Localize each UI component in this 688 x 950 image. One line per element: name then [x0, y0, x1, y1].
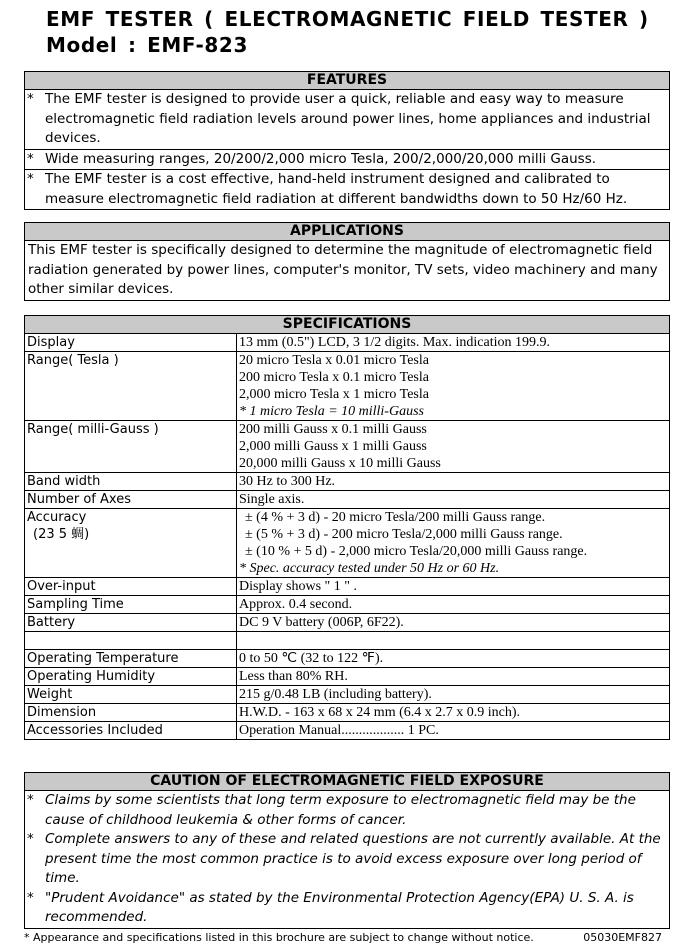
bullet-line: Wide measuring ranges, 20/200/2,000 micro Tesla, 200/2,000/20,000 milli Gauss.: [45, 150, 597, 167]
spec-label-line: Sampling Time: [27, 597, 124, 612]
spec-label: [25, 421, 237, 473]
bullet-star: *: [27, 889, 34, 906]
spec-row: [25, 421, 669, 473]
spec-label: [25, 686, 237, 704]
spec-value: [237, 650, 670, 668]
spec-label: [25, 578, 237, 596]
spec-value-line: [239, 632, 667, 649]
spec-label: [25, 650, 237, 668]
spec-value-line: 30 Hz to 300 Hz.: [239, 474, 336, 489]
spec-label-line: Weight: [27, 687, 73, 702]
spec-value-line: H.W.D. - 163 x 68 x 24 mm (6.4 x 2.7 x 0.9 inch).: [239, 705, 521, 720]
spec-value-line: 2,000 milli Gauss x 1 milli Gauss: [239, 439, 427, 454]
spec-label-line: (23 5 蜩): [33, 527, 90, 542]
spec-label-line: Number of Axes: [27, 492, 131, 507]
applications-line: other similar devices.: [28, 281, 174, 297]
spec-label: [25, 668, 237, 686]
bullet-star: *: [27, 91, 34, 107]
spec-row: [25, 509, 669, 578]
spec-value-line: Operation Manual.................. 1 PC.: [239, 723, 439, 738]
spec-value: [237, 473, 670, 491]
bullet-star: *: [27, 171, 34, 187]
spec-value-line: 20 micro Tesla x 0.01 micro Tesla: [239, 353, 429, 368]
title-line-1: EMF TESTER ( ELECTROMAGNETIC FIELD TESTER ): [46, 7, 649, 31]
bullet-line: The EMF tester is a cost effective, hand-held instrument designed and calibrated to: [45, 171, 610, 187]
spec-label: [25, 473, 237, 491]
caution-item: [25, 791, 669, 830]
spec-row: [25, 578, 669, 596]
spec-value-line: ± (10 % + 5 d) - 2,000 micro Tesla/20,000 milli Gauss range.: [245, 544, 588, 559]
spec-row: [25, 596, 669, 614]
bullet-line: devices.: [45, 130, 101, 146]
bullet-line: "Prudent Avoidance" as stated by the Environmental Protection Agency(EPA) U. S. A. is: [45, 889, 634, 906]
document-title: [46, 6, 649, 58]
spec-row: [25, 632, 669, 650]
spec-value: [237, 668, 670, 686]
spec-value-line: 200 milli Gauss x 0.1 milli Gauss: [239, 422, 427, 437]
spec-label: [25, 334, 237, 352]
feature-item: [25, 90, 669, 149]
footer: [24, 931, 670, 945]
spec-note: * 1 micro Tesla = 10 milli-Gauss: [239, 404, 424, 419]
spec-value: [237, 686, 670, 704]
bullet-star: *: [27, 150, 34, 167]
feature-item: [25, 169, 669, 209]
spec-value-line: Approx. 0.4 second.: [239, 597, 353, 612]
spec-value-line: DC 9 V battery (006P, 6F22).: [239, 615, 404, 630]
spec-label: [25, 596, 237, 614]
bullet-line: time.: [45, 870, 80, 886]
spec-label-line: Range( milli-Gauss ): [27, 422, 159, 437]
spec-value-line: ± (4 % + 3 d) - 20 micro Tesla/200 milli Gauss range.: [245, 510, 546, 525]
spec-row: [25, 334, 669, 352]
spec-row: [25, 614, 669, 632]
spec-value-line: 215 g/0.48 LB (including battery).: [239, 687, 432, 702]
spec-label: [25, 509, 237, 578]
spec-value-line: Less than 80% RH.: [239, 669, 348, 684]
spec-label: [25, 614, 237, 632]
spec-value-line: 200 micro Tesla x 0.1 micro Tesla: [239, 370, 429, 385]
title-line-2: Model : EMF-823: [46, 33, 248, 57]
spec-value-line: Single axis.: [239, 492, 305, 507]
spec-label-line: Accuracy: [27, 510, 87, 525]
spec-value: [237, 334, 670, 352]
features-section: [24, 71, 670, 210]
spec-row: [25, 722, 669, 740]
spec-value-line: 0 to 50 ℃ (32 to 122 ℉).: [239, 651, 384, 666]
spec-value: [237, 704, 670, 722]
spec-label-line: Display: [27, 335, 75, 350]
applications-section: [24, 222, 670, 301]
spec-label-line: Range( Tesla ): [27, 353, 119, 368]
spec-label-line: [27, 632, 234, 649]
spec-note: * Spec. accuracy tested under 50 Hz or 60 Hz.: [239, 561, 500, 576]
spec-value-line: 13 mm (0.5") LCD, 3 1/2 digits. Max. indication 199.9.: [239, 335, 550, 350]
features-heading: FEATURES: [25, 72, 669, 90]
spec-row: [25, 491, 669, 509]
applications-line: radiation generated by power lines, computer's monitor, TV sets, video machinery and many: [28, 261, 658, 278]
spec-label: [25, 491, 237, 509]
spec-label: [25, 632, 237, 650]
spec-label-line: Dimension: [27, 705, 97, 720]
applications-heading: APPLICATIONS: [25, 223, 669, 241]
spec-value: [237, 632, 670, 650]
spec-value: [237, 352, 670, 421]
spec-row: [25, 668, 669, 686]
bullet-line: measure electromagnetic field radiation at different bandwidths down to 50 Hz/60 Hz.: [45, 190, 628, 207]
spec-value: [237, 722, 670, 740]
footer-notice: * Appearance and specifications listed in this brochure are subject to change without notice.: [24, 931, 534, 944]
spec-label-line: Operating Humidity: [27, 669, 156, 684]
bullet-line: Complete answers to any of these and related questions are not currently available. At the: [45, 831, 661, 847]
spec-value: [237, 491, 670, 509]
spec-value: [237, 421, 670, 473]
spec-value: [237, 578, 670, 596]
spec-row: [25, 650, 669, 668]
applications-text: [25, 241, 669, 300]
specifications-section: [24, 315, 670, 740]
spec-label-line: Battery: [27, 615, 76, 630]
bullet-star: *: [27, 792, 34, 808]
caution-heading: CAUTION OF ELECTROMAGNETIC FIELD EXPOSURE: [25, 773, 669, 791]
spec-row: [25, 473, 669, 491]
feature-item: [25, 149, 669, 170]
caution-item: [25, 830, 669, 889]
spec-label: [25, 704, 237, 722]
spec-label: [25, 352, 237, 421]
spec-value-line: Display shows " 1 " .: [239, 579, 357, 594]
bullet-line: The EMF tester is designed to provide user a quick, reliable and easy way to measure: [45, 91, 624, 107]
bullet-line: electromagnetic field radiation levels around power lines, home appliances and industrial: [45, 110, 651, 127]
caution-list: [25, 791, 669, 928]
spec-label-line: Operating Temperature: [27, 651, 179, 666]
spec-value: [237, 614, 670, 632]
bullet-line: recommended.: [45, 909, 148, 925]
spec-label: [25, 722, 237, 740]
caution-item: [25, 889, 669, 928]
spec-value-line: 20,000 milli Gauss x 10 milli Gauss: [239, 456, 441, 471]
spec-value-line: ± (5 % + 3 d) - 200 micro Tesla/2,000 milli Gauss range.: [245, 527, 563, 542]
spec-value: [237, 596, 670, 614]
bullet-line: cause of childhood leukemia & other forms of cancer.: [45, 811, 407, 828]
specifications-table: [25, 334, 669, 739]
spec-label-line: Accessories Included: [27, 723, 163, 738]
spec-row: [25, 686, 669, 704]
spec-label-line: Band width: [27, 474, 101, 489]
spec-row: [25, 704, 669, 722]
bullet-line: present time the most common practice is to avoid excess exposure over long period of: [45, 850, 642, 867]
applications-line: This EMF tester is specifically designed to determine the magnitude of electromagnetic field: [28, 242, 653, 258]
spec-value-line: 2,000 micro Tesla x 1 micro Tesla: [239, 387, 429, 402]
spec-label-line: Over-input: [27, 579, 96, 594]
bullet-star: *: [27, 831, 34, 847]
caution-section: [24, 772, 670, 929]
spec-row: [25, 352, 669, 421]
spec-value: [237, 509, 670, 578]
bullet-line: Claims by some scientists that long term exposure to electromagnetic field may be the: [45, 792, 636, 808]
features-list: [25, 90, 669, 209]
specifications-heading: SPECIFICATIONS: [25, 316, 669, 334]
footer-code: 05030EMF827: [583, 931, 662, 944]
